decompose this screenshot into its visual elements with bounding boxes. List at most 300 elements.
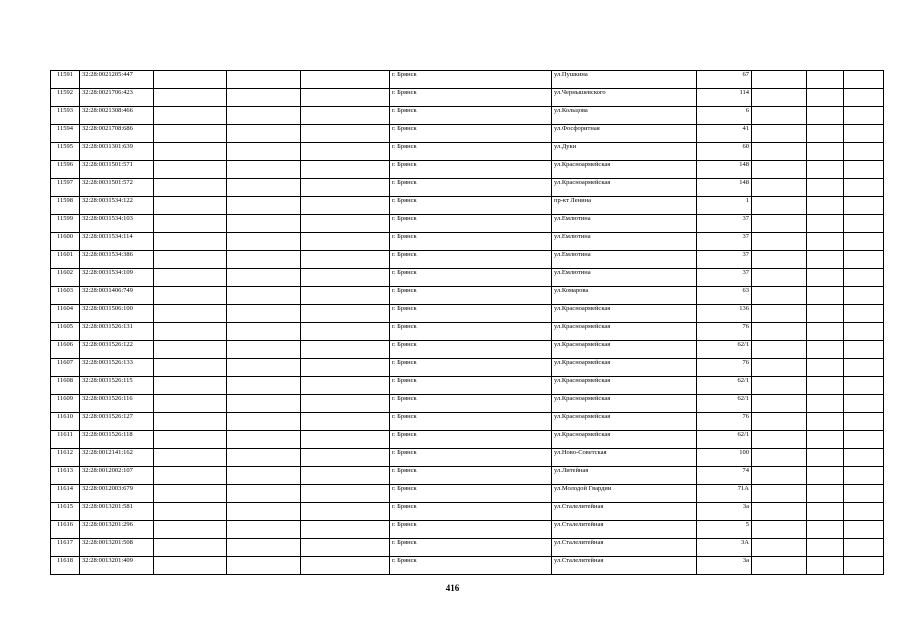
row-number-cell: 11611 <box>51 431 80 449</box>
house-number-cell: 62/1 <box>697 341 752 359</box>
cadastral-number-cell: 32:28:0031526:116 <box>80 395 154 413</box>
house-number-cell: 37 <box>697 251 752 269</box>
cadastral-number-cell: 32:28:0031534:122 <box>80 197 154 215</box>
house-number-cell: 41 <box>697 125 752 143</box>
empty-cell <box>807 485 844 503</box>
house-number-cell: 60 <box>697 143 752 161</box>
empty-cell <box>301 215 390 233</box>
empty-cell <box>301 431 390 449</box>
row-number-cell: 11604 <box>51 305 80 323</box>
empty-cell <box>807 179 844 197</box>
empty-cell <box>301 305 390 323</box>
city-cell: г. Брянск <box>390 539 552 557</box>
empty-cell <box>301 503 390 521</box>
table-row <box>51 521 884 539</box>
empty-cell <box>807 233 844 251</box>
empty-cell <box>807 521 844 539</box>
empty-cell <box>154 143 227 161</box>
empty-cell <box>154 251 227 269</box>
empty-cell <box>301 539 390 557</box>
empty-cell <box>844 467 884 485</box>
street-cell: ул.Красноармейская <box>552 431 697 449</box>
row-number-cell: 11615 <box>51 503 80 521</box>
empty-cell <box>807 431 844 449</box>
empty-cell <box>154 125 227 143</box>
empty-cell <box>844 89 884 107</box>
row-number-cell: 11599 <box>51 215 80 233</box>
empty-cell <box>301 251 390 269</box>
empty-cell <box>227 143 301 161</box>
table-row <box>51 161 884 179</box>
street-cell: пр-кт Ленина <box>552 197 697 215</box>
row-number-cell: 11591 <box>51 71 80 89</box>
table-row <box>51 485 884 503</box>
table-row <box>51 395 884 413</box>
empty-cell <box>752 143 807 161</box>
empty-cell <box>301 485 390 503</box>
empty-cell <box>752 269 807 287</box>
street-cell: ул.Красноармейская <box>552 359 697 377</box>
empty-cell <box>301 179 390 197</box>
empty-cell <box>844 143 884 161</box>
city-cell: г. Брянск <box>390 125 552 143</box>
property-register-table <box>50 70 884 575</box>
street-cell: ул.Ново-Советская <box>552 449 697 467</box>
empty-cell <box>227 485 301 503</box>
cadastral-number-cell: 32:28:0031526:115 <box>80 377 154 395</box>
empty-cell <box>154 89 227 107</box>
street-cell: ул.Фосфоритная <box>552 125 697 143</box>
empty-cell <box>752 521 807 539</box>
empty-cell <box>844 161 884 179</box>
row-number-cell: 11612 <box>51 449 80 467</box>
empty-cell <box>154 467 227 485</box>
empty-cell <box>807 161 844 179</box>
street-cell: ул.Красноармейская <box>552 341 697 359</box>
empty-cell <box>301 377 390 395</box>
table-row <box>51 107 884 125</box>
cadastral-number-cell: 32:28:0021308:466 <box>80 107 154 125</box>
empty-cell <box>807 215 844 233</box>
house-number-cell: 76 <box>697 359 752 377</box>
empty-cell <box>301 161 390 179</box>
empty-cell <box>301 521 390 539</box>
empty-cell <box>844 413 884 431</box>
empty-cell <box>301 467 390 485</box>
empty-cell <box>301 143 390 161</box>
cadastral-number-cell: 32:28:0031301:639 <box>80 143 154 161</box>
page-number: 416 <box>445 583 460 593</box>
table-row <box>51 467 884 485</box>
house-number-cell: 63 <box>697 287 752 305</box>
city-cell: г. Брянск <box>390 107 552 125</box>
street-cell: ул.Красноармейская <box>552 179 697 197</box>
house-number-cell: 62/1 <box>697 395 752 413</box>
empty-cell <box>227 89 301 107</box>
street-cell: ул.Молодой Гвардии <box>552 485 697 503</box>
row-number-cell: 11616 <box>51 521 80 539</box>
table-row <box>51 503 884 521</box>
empty-cell <box>227 269 301 287</box>
house-number-cell: 62/1 <box>697 431 752 449</box>
row-number-cell: 11608 <box>51 377 80 395</box>
empty-cell <box>227 251 301 269</box>
table-row <box>51 269 884 287</box>
cadastral-number-cell: 32:28:0031534:103 <box>80 215 154 233</box>
street-cell: ул.Сталелитейная <box>552 503 697 521</box>
cadastral-number-cell: 32:28:0021205:447 <box>80 71 154 89</box>
empty-cell <box>227 125 301 143</box>
house-number-cell: 76 <box>697 413 752 431</box>
empty-cell <box>227 233 301 251</box>
empty-cell <box>227 179 301 197</box>
empty-cell <box>844 503 884 521</box>
empty-cell <box>301 71 390 89</box>
street-cell: ул.Дуки <box>552 143 697 161</box>
cadastral-number-cell: 32:28:0031526:122 <box>80 341 154 359</box>
empty-cell <box>752 305 807 323</box>
empty-cell <box>752 539 807 557</box>
table-row <box>51 215 884 233</box>
street-cell: ул.Красноармейская <box>552 305 697 323</box>
row-number-cell: 11596 <box>51 161 80 179</box>
house-number-cell: 37 <box>697 215 752 233</box>
cadastral-number-cell: 32:28:0031526:118 <box>80 431 154 449</box>
street-cell: ул.Литейная <box>552 467 697 485</box>
empty-cell <box>154 71 227 89</box>
empty-cell <box>227 557 301 575</box>
street-cell: ул.Емлютина <box>552 269 697 287</box>
empty-cell <box>752 125 807 143</box>
empty-cell <box>844 359 884 377</box>
city-cell: г. Брянск <box>390 287 552 305</box>
empty-cell <box>844 125 884 143</box>
row-number-cell: 11601 <box>51 251 80 269</box>
city-cell: г. Брянск <box>390 251 552 269</box>
cadastral-number-cell: 32:28:0012003:679 <box>80 485 154 503</box>
house-number-cell: 71А <box>697 485 752 503</box>
empty-cell <box>807 539 844 557</box>
empty-cell <box>227 503 301 521</box>
row-number-cell: 11597 <box>51 179 80 197</box>
row-number-cell: 11594 <box>51 125 80 143</box>
empty-cell <box>752 377 807 395</box>
empty-cell <box>752 287 807 305</box>
row-number-cell: 11617 <box>51 539 80 557</box>
empty-cell <box>227 161 301 179</box>
house-number-cell: 136 <box>697 305 752 323</box>
empty-cell <box>807 377 844 395</box>
empty-cell <box>154 269 227 287</box>
empty-cell <box>844 485 884 503</box>
empty-cell <box>807 143 844 161</box>
house-number-cell: 148 <box>697 161 752 179</box>
empty-cell <box>154 287 227 305</box>
city-cell: г. Брянск <box>390 431 552 449</box>
empty-cell <box>752 359 807 377</box>
empty-cell <box>752 449 807 467</box>
empty-cell <box>752 161 807 179</box>
city-cell: г. Брянск <box>390 89 552 107</box>
house-number-cell: 37 <box>697 269 752 287</box>
table-row <box>51 233 884 251</box>
empty-cell <box>807 251 844 269</box>
table-row <box>51 341 884 359</box>
empty-cell <box>844 251 884 269</box>
table-row <box>51 431 884 449</box>
empty-cell <box>154 215 227 233</box>
cadastral-number-cell: 32:28:0031534:114 <box>80 233 154 251</box>
table-row <box>51 125 884 143</box>
street-cell: ул.Емлютина <box>552 251 697 269</box>
empty-cell <box>227 107 301 125</box>
empty-cell <box>154 161 227 179</box>
city-cell: г. Брянск <box>390 521 552 539</box>
row-number-cell: 11600 <box>51 233 80 251</box>
row-number-cell: 11613 <box>51 467 80 485</box>
empty-cell <box>227 521 301 539</box>
empty-cell <box>807 449 844 467</box>
empty-cell <box>154 233 227 251</box>
table-row <box>51 305 884 323</box>
empty-cell <box>227 395 301 413</box>
cadastral-number-cell: 32:28:0031506:100 <box>80 305 154 323</box>
house-number-cell: 3А <box>697 539 752 557</box>
empty-cell <box>844 107 884 125</box>
empty-cell <box>154 197 227 215</box>
table-row <box>51 323 884 341</box>
empty-cell <box>154 449 227 467</box>
empty-cell <box>154 521 227 539</box>
row-number-cell: 11592 <box>51 89 80 107</box>
cadastral-number-cell: 32:28:0012141:162 <box>80 449 154 467</box>
table-row <box>51 251 884 269</box>
cadastral-number-cell: 32:28:0021706:423 <box>80 89 154 107</box>
cadastral-number-cell: 32:28:0031526:133 <box>80 359 154 377</box>
empty-cell <box>301 125 390 143</box>
empty-cell <box>301 89 390 107</box>
street-cell: ул.Емлютина <box>552 215 697 233</box>
empty-cell <box>301 323 390 341</box>
empty-cell <box>227 467 301 485</box>
empty-cell <box>752 197 807 215</box>
empty-cell <box>154 377 227 395</box>
empty-cell <box>301 269 390 287</box>
street-cell: ул.Кольцова <box>552 107 697 125</box>
street-cell: ул.Красноармейская <box>552 395 697 413</box>
empty-cell <box>807 341 844 359</box>
cadastral-number-cell: 32:28:0031406:749 <box>80 287 154 305</box>
empty-cell <box>844 557 884 575</box>
cadastral-number-cell: 32:28:0012002:107 <box>80 467 154 485</box>
empty-cell <box>301 287 390 305</box>
empty-cell <box>752 413 807 431</box>
street-cell: ул.Красноармейская <box>552 413 697 431</box>
row-number-cell: 11609 <box>51 395 80 413</box>
empty-cell <box>752 467 807 485</box>
empty-cell <box>227 413 301 431</box>
row-number-cell: 11607 <box>51 359 80 377</box>
empty-cell <box>301 107 390 125</box>
table-row <box>51 89 884 107</box>
empty-cell <box>844 449 884 467</box>
cadastral-number-cell: 32:28:0031534:386 <box>80 251 154 269</box>
city-cell: г. Брянск <box>390 161 552 179</box>
empty-cell <box>807 413 844 431</box>
cadastral-number-cell: 32:28:0031501:571 <box>80 161 154 179</box>
empty-cell <box>154 107 227 125</box>
empty-cell <box>301 197 390 215</box>
table-row <box>51 143 884 161</box>
cadastral-number-cell: 32:28:0013201:508 <box>80 539 154 557</box>
table-row <box>51 287 884 305</box>
empty-cell <box>807 287 844 305</box>
street-cell: ул.Чернышевского <box>552 89 697 107</box>
house-number-cell: 6 <box>697 107 752 125</box>
table-body <box>51 71 884 575</box>
city-cell: г. Брянск <box>390 143 552 161</box>
row-number-cell: 11593 <box>51 107 80 125</box>
empty-cell <box>154 359 227 377</box>
empty-cell <box>807 503 844 521</box>
empty-cell <box>807 89 844 107</box>
house-number-cell: 114 <box>697 89 752 107</box>
city-cell: г. Брянск <box>390 377 552 395</box>
empty-cell <box>752 323 807 341</box>
street-cell: ул.Емлютина <box>552 233 697 251</box>
row-number-cell: 11614 <box>51 485 80 503</box>
table-row <box>51 449 884 467</box>
empty-cell <box>807 305 844 323</box>
empty-cell <box>301 359 390 377</box>
city-cell: г. Брянск <box>390 233 552 251</box>
empty-cell <box>844 179 884 197</box>
empty-cell <box>227 287 301 305</box>
house-number-cell: 37 <box>697 233 752 251</box>
empty-cell <box>807 269 844 287</box>
empty-cell <box>807 395 844 413</box>
street-cell: ул.Сталелитейная <box>552 539 697 557</box>
empty-cell <box>752 251 807 269</box>
city-cell: г. Брянск <box>390 467 552 485</box>
table-row <box>51 557 884 575</box>
empty-cell <box>154 341 227 359</box>
city-cell: г. Брянск <box>390 413 552 431</box>
empty-cell <box>807 125 844 143</box>
cadastral-number-cell: 32:28:0031534:109 <box>80 269 154 287</box>
street-cell: ул.Красноармейская <box>552 161 697 179</box>
empty-cell <box>844 269 884 287</box>
street-cell: ул.Красноармейская <box>552 323 697 341</box>
house-number-cell: 62/1 <box>697 377 752 395</box>
empty-cell <box>752 233 807 251</box>
empty-cell <box>844 287 884 305</box>
city-cell: г. Брянск <box>390 449 552 467</box>
city-cell: г. Брянск <box>390 305 552 323</box>
empty-cell <box>301 557 390 575</box>
house-number-cell: 148 <box>697 179 752 197</box>
empty-cell <box>301 413 390 431</box>
city-cell: г. Брянск <box>390 179 552 197</box>
city-cell: г. Брянск <box>390 323 552 341</box>
table-row <box>51 197 884 215</box>
house-number-cell: 3а <box>697 557 752 575</box>
empty-cell <box>807 467 844 485</box>
empty-cell <box>844 215 884 233</box>
empty-cell <box>844 323 884 341</box>
empty-cell <box>752 503 807 521</box>
city-cell: г. Брянск <box>390 485 552 503</box>
empty-cell <box>154 323 227 341</box>
city-cell: г. Брянск <box>390 395 552 413</box>
empty-cell <box>752 215 807 233</box>
city-cell: г. Брянск <box>390 359 552 377</box>
city-cell: г. Брянск <box>390 71 552 89</box>
empty-cell <box>154 179 227 197</box>
empty-cell <box>154 413 227 431</box>
house-number-cell: 1 <box>697 197 752 215</box>
city-cell: г. Брянск <box>390 269 552 287</box>
empty-cell <box>227 71 301 89</box>
cadastral-number-cell: 32:28:0013201:296 <box>80 521 154 539</box>
row-number-cell: 11602 <box>51 269 80 287</box>
empty-cell <box>807 71 844 89</box>
empty-cell <box>227 539 301 557</box>
empty-cell <box>844 395 884 413</box>
empty-cell <box>154 557 227 575</box>
city-cell: г. Брянск <box>390 341 552 359</box>
empty-cell <box>301 341 390 359</box>
empty-cell <box>154 485 227 503</box>
cadastral-number-cell: 32:28:0013201:409 <box>80 557 154 575</box>
empty-cell <box>154 305 227 323</box>
empty-cell <box>807 557 844 575</box>
empty-cell <box>154 503 227 521</box>
empty-cell <box>807 197 844 215</box>
empty-cell <box>154 395 227 413</box>
table-row <box>51 359 884 377</box>
row-number-cell: 11603 <box>51 287 80 305</box>
empty-cell <box>227 305 301 323</box>
cadastral-number-cell: 32:28:0021708:686 <box>80 125 154 143</box>
empty-cell <box>154 431 227 449</box>
street-cell: ул.Пушкина <box>552 71 697 89</box>
empty-cell <box>844 71 884 89</box>
house-number-cell: 100 <box>697 449 752 467</box>
empty-cell <box>752 485 807 503</box>
empty-cell <box>301 395 390 413</box>
empty-cell <box>752 395 807 413</box>
empty-cell <box>844 377 884 395</box>
empty-cell <box>752 71 807 89</box>
empty-cell <box>752 341 807 359</box>
house-number-cell: 76 <box>697 323 752 341</box>
row-number-cell: 11605 <box>51 323 80 341</box>
empty-cell <box>844 233 884 251</box>
street-cell: ул.Сталелитейная <box>552 521 697 539</box>
empty-cell <box>844 539 884 557</box>
row-number-cell: 11618 <box>51 557 80 575</box>
cadastral-number-cell: 32:28:0031501:572 <box>80 179 154 197</box>
empty-cell <box>752 431 807 449</box>
row-number-cell: 11610 <box>51 413 80 431</box>
street-cell: ул.Сталелитейная <box>552 557 697 575</box>
table-row <box>51 71 884 89</box>
empty-cell <box>752 179 807 197</box>
empty-cell <box>227 377 301 395</box>
city-cell: г. Брянск <box>390 215 552 233</box>
row-number-cell: 11595 <box>51 143 80 161</box>
